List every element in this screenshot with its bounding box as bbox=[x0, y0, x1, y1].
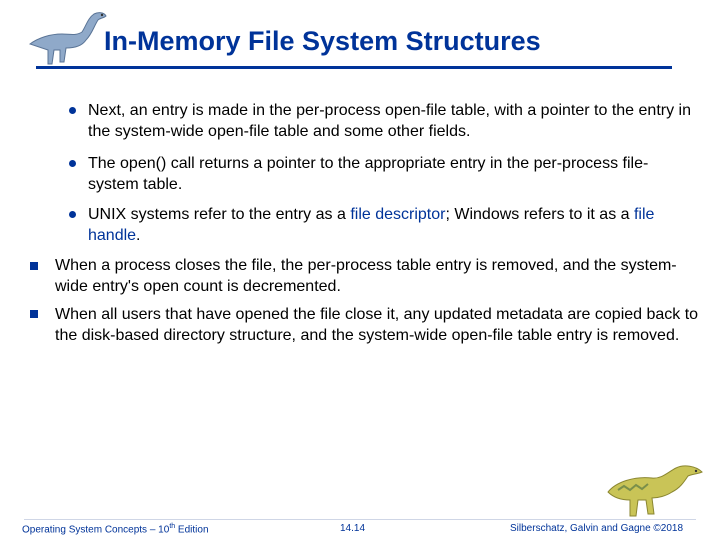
dinosaur-icon bbox=[604, 462, 714, 522]
bullet-icon bbox=[69, 160, 76, 167]
page-title: In-Memory File System Structures bbox=[104, 26, 541, 56]
list-item bbox=[88, 204, 708, 246]
footer-divider bbox=[24, 519, 696, 520]
footer-copyright: Silberschatz, Galvin and Gagne ©2018 bbox=[510, 523, 684, 534]
bullet-icon bbox=[30, 262, 38, 270]
bullet-icon bbox=[30, 310, 38, 318]
title-divider bbox=[36, 66, 672, 69]
footer-page-number: 14.14 bbox=[340, 523, 366, 534]
list-item bbox=[88, 100, 708, 142]
bullet-icon bbox=[69, 211, 76, 218]
list-item-text: Next, an entry is made in the per-process open-file table, with a pointer to the entry in the system-wide open-file table and some other fields. bbox=[88, 102, 691, 140]
dinosaur-icon bbox=[24, 4, 114, 68]
list-item bbox=[55, 255, 705, 297]
list-item-text: . bbox=[136, 227, 141, 244]
list-item-text: When a process closes the file, the per-process table entry is removed, and the system-wide entry's open count is decremented. bbox=[55, 257, 677, 295]
list-item bbox=[55, 304, 705, 346]
footer-book: Operating System Concepts – 10th Edition bbox=[22, 523, 209, 536]
list-item-text: ; Windows refers to it as a bbox=[445, 206, 634, 223]
term-file-handle: file handle bbox=[88, 206, 655, 244]
bullet-icon bbox=[69, 107, 76, 114]
term-file-descriptor: file descriptor bbox=[350, 206, 446, 223]
list-item bbox=[88, 153, 688, 195]
list-item-text: UNIX systems refer to the entry as a bbox=[88, 206, 351, 223]
list-item-text: The open() call returns a pointer to the appropriate entry in the per-process file-system table. bbox=[88, 155, 649, 193]
list-item-text: When all users that have opened the file close it, any updated metadata are copied back to the disk-based directory structure, and the system-wide open-file table entry is removed. bbox=[55, 306, 699, 344]
